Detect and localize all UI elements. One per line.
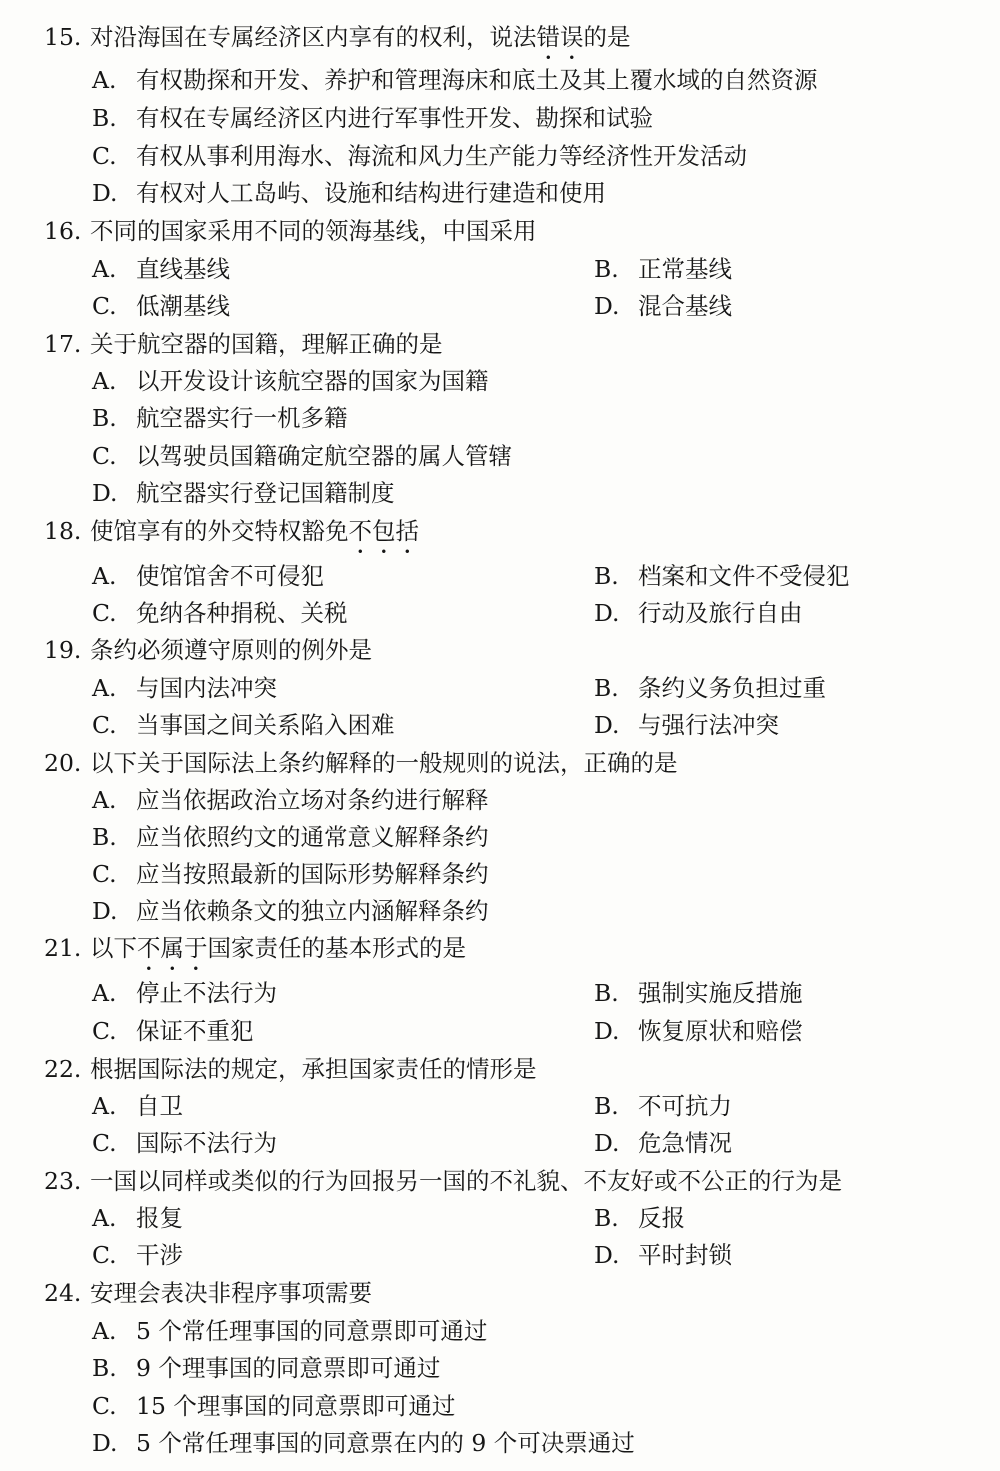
- answer-option: [594, 291, 732, 321]
- option-letter: A.: [92, 979, 117, 1007]
- question-number: 21.: [44, 934, 82, 962]
- option-letter: A.: [92, 674, 117, 702]
- option-text: 当事国之间关系陷入困难: [136, 711, 395, 739]
- option-text: 反报: [638, 1204, 685, 1232]
- option-text: 9 个理事国的同意票即可通过: [136, 1354, 441, 1382]
- answer-option: [594, 1203, 685, 1233]
- answer-option: [92, 366, 489, 396]
- option-text: 有权从事利用海水、海流和风力生产能力等经济性开发活动: [136, 142, 747, 170]
- question-number: 22.: [44, 1055, 82, 1083]
- option-letter: C.: [92, 142, 117, 170]
- option-text: 有权勘探和开发、养护和管理海床和底土及其上覆水域的自然资源: [136, 66, 818, 94]
- option-letter: D.: [92, 1429, 118, 1457]
- option-letter: C.: [92, 1017, 117, 1045]
- option-text: 应当依赖条文的独立内涵解释条约: [136, 897, 489, 925]
- question-text: 不同的国家采用不同的领海基线，中国采用: [90, 217, 537, 245]
- option-letter: A.: [92, 66, 117, 94]
- option-text: 混合基线: [638, 292, 732, 320]
- option-text: 航空器实行一机多籍: [136, 404, 348, 432]
- answer-option: [92, 65, 818, 95]
- answer-option: [594, 1016, 803, 1046]
- answer-option: [92, 1391, 455, 1421]
- option-letter: D.: [594, 1017, 620, 1045]
- option-letter: A.: [92, 1204, 117, 1232]
- option-letter: D.: [594, 292, 620, 320]
- option-letter: A.: [92, 255, 117, 283]
- question-stem: [44, 1278, 372, 1321]
- question-text: 以下: [90, 934, 137, 962]
- question-number: 20.: [44, 749, 82, 777]
- answer-option: [92, 1091, 183, 1121]
- question-number: 19.: [44, 636, 82, 664]
- question-number: 24.: [44, 1279, 82, 1307]
- answer-option: [594, 598, 803, 628]
- answer-option: [92, 561, 324, 591]
- question-number: 23.: [44, 1167, 82, 1195]
- option-letter: B.: [92, 823, 117, 851]
- option-text: 与国内法冲突: [136, 674, 277, 702]
- answer-option: [92, 822, 489, 852]
- question-stem: [44, 516, 419, 559]
- option-letter: D.: [594, 711, 620, 739]
- option-letter: D.: [594, 1129, 620, 1157]
- answer-option: [594, 1091, 732, 1121]
- option-text: 恢复原状和赔偿: [638, 1017, 803, 1045]
- option-letter: C.: [92, 599, 117, 627]
- option-letter: C.: [92, 711, 117, 739]
- emphasized-text: 不包括: [348, 517, 419, 545]
- option-letter: A.: [92, 786, 117, 814]
- option-text: 应当依照约文的通常意义解释条约: [136, 823, 489, 851]
- answer-option: [92, 710, 395, 740]
- option-letter: D.: [92, 897, 118, 925]
- question-stem: [44, 22, 631, 65]
- option-letter: A.: [92, 1092, 117, 1120]
- option-letter: C.: [92, 292, 117, 320]
- option-letter: B.: [594, 979, 619, 1007]
- option-letter: D.: [594, 599, 620, 627]
- answer-option: [92, 1316, 487, 1346]
- answer-option: [594, 254, 732, 284]
- option-text: 正常基线: [638, 255, 732, 283]
- question-text: 条约必须遵守原则的例外是: [90, 636, 372, 664]
- option-letter: B.: [594, 1204, 619, 1232]
- option-text: 以开发设计该航空器的国家为国籍: [136, 367, 489, 395]
- option-text: 不可抗力: [638, 1092, 732, 1120]
- option-letter: B.: [92, 404, 117, 432]
- answer-option: [92, 785, 489, 815]
- option-letter: B.: [594, 562, 619, 590]
- option-letter: D.: [92, 179, 118, 207]
- option-letter: C.: [92, 860, 117, 888]
- question-text: 安理会表决非程序事项需要: [90, 1279, 372, 1307]
- question-text: 关于航空器的国籍，理解正确的是: [90, 330, 443, 358]
- answer-option: [92, 598, 348, 628]
- question-number: 18.: [44, 517, 82, 545]
- option-letter: C.: [92, 1392, 117, 1420]
- question-text: 使馆享有的外交特权豁免: [90, 517, 349, 545]
- option-letter: B.: [92, 1354, 117, 1382]
- option-text: 航空器实行登记国籍制度: [136, 479, 395, 507]
- option-text: 5 个常任理事国的同意票在内的 9 个可决票通过: [136, 1429, 635, 1457]
- answer-option: [92, 403, 348, 433]
- answer-option: [594, 1128, 732, 1158]
- answer-option: [92, 1240, 183, 1270]
- option-text: 行动及旅行自由: [638, 599, 803, 627]
- answer-option: [92, 291, 230, 321]
- answer-option: [92, 478, 395, 508]
- option-letter: B.: [594, 255, 619, 283]
- option-text: 报复: [136, 1204, 183, 1232]
- answer-option: [92, 141, 747, 171]
- option-text: 与强行法冲突: [638, 711, 779, 739]
- question-text: 以下关于国际法上条约解释的一般规则的说法，正确的是: [90, 749, 678, 777]
- option-letter: A.: [92, 1317, 117, 1345]
- option-text: 平时封锁: [638, 1241, 732, 1269]
- question-number: 17.: [44, 330, 82, 358]
- option-text: 自卫: [136, 1092, 183, 1120]
- emphasized-text: 错误: [536, 23, 584, 51]
- option-text: 停止不法行为: [136, 979, 277, 1007]
- answer-option: [92, 1016, 254, 1046]
- answer-option: [92, 978, 277, 1008]
- option-letter: C.: [92, 442, 117, 470]
- answer-option: [92, 1128, 277, 1158]
- option-text: 国际不法行为: [136, 1129, 277, 1157]
- answer-option: [92, 178, 606, 208]
- answer-option: [92, 859, 489, 889]
- answer-option: [92, 441, 512, 471]
- answer-option: [92, 1203, 183, 1233]
- question-text-tail: 的是: [583, 23, 631, 51]
- answer-option: [92, 1428, 635, 1458]
- question-text: 一国以同样或类似的行为回报另一国的不礼貌、不友好或不公正的行为是: [90, 1167, 842, 1195]
- option-text: 应当依据政治立场对条约进行解释: [136, 786, 489, 814]
- answer-option: [92, 673, 277, 703]
- option-letter: B.: [92, 104, 117, 132]
- option-letter: C.: [92, 1241, 117, 1269]
- option-text: 免纳各种捐税、关税: [136, 599, 348, 627]
- option-letter: B.: [594, 674, 619, 702]
- answer-option: [594, 1240, 732, 1270]
- question-number: 16.: [44, 217, 82, 245]
- option-letter: A.: [92, 367, 117, 395]
- option-text: 档案和文件不受侵犯: [638, 562, 850, 590]
- answer-option: [594, 673, 826, 703]
- answer-option: [594, 978, 803, 1008]
- option-text: 保证不重犯: [136, 1017, 254, 1045]
- question-text-tail: 国家责任的基本形式的是: [207, 934, 466, 962]
- option-text: 干涉: [136, 1241, 183, 1269]
- option-text: 有权在专属经济区内进行军事性开发、勘探和试验: [136, 104, 653, 132]
- option-text: 以驾驶员国籍确定航空器的属人管辖: [136, 442, 512, 470]
- option-text: 危急情况: [638, 1129, 732, 1157]
- question-stem: [44, 216, 537, 259]
- option-letter: A.: [92, 562, 117, 590]
- option-text: 低潮基线: [136, 292, 230, 320]
- option-letter: C.: [92, 1129, 117, 1157]
- answer-option: [92, 254, 230, 284]
- answer-option: [594, 561, 850, 591]
- option-text: 强制实施反措施: [638, 979, 803, 1007]
- option-letter: B.: [594, 1092, 619, 1120]
- emphasized-text: 不属于: [137, 934, 208, 962]
- option-text: 5 个常任理事国的同意票即可通过: [136, 1317, 488, 1345]
- option-text: 条约义务负担过重: [638, 674, 826, 702]
- question-stem: [44, 933, 466, 976]
- answer-option: [594, 710, 779, 740]
- option-letter: D.: [92, 479, 118, 507]
- answer-option: [92, 896, 489, 926]
- option-text: 应当按照最新的国际形势解释条约: [136, 860, 489, 888]
- question-number: 15.: [44, 23, 82, 51]
- option-text: 有权对人工岛屿、设施和结构进行建造和使用: [136, 179, 606, 207]
- answer-option: [92, 103, 653, 133]
- question-text: 根据国际法的规定，承担国家责任的情形是: [90, 1055, 537, 1083]
- question-text: 对沿海国在专属经济区内享有的权利，说法: [90, 23, 537, 51]
- question-stem: [44, 635, 372, 678]
- answer-option: [92, 1353, 440, 1383]
- option-text: 使馆馆舍不可侵犯: [136, 562, 324, 590]
- option-text: 15 个理事国的同意票即可通过: [136, 1392, 456, 1420]
- option-letter: D.: [594, 1241, 620, 1269]
- option-text: 直线基线: [136, 255, 230, 283]
